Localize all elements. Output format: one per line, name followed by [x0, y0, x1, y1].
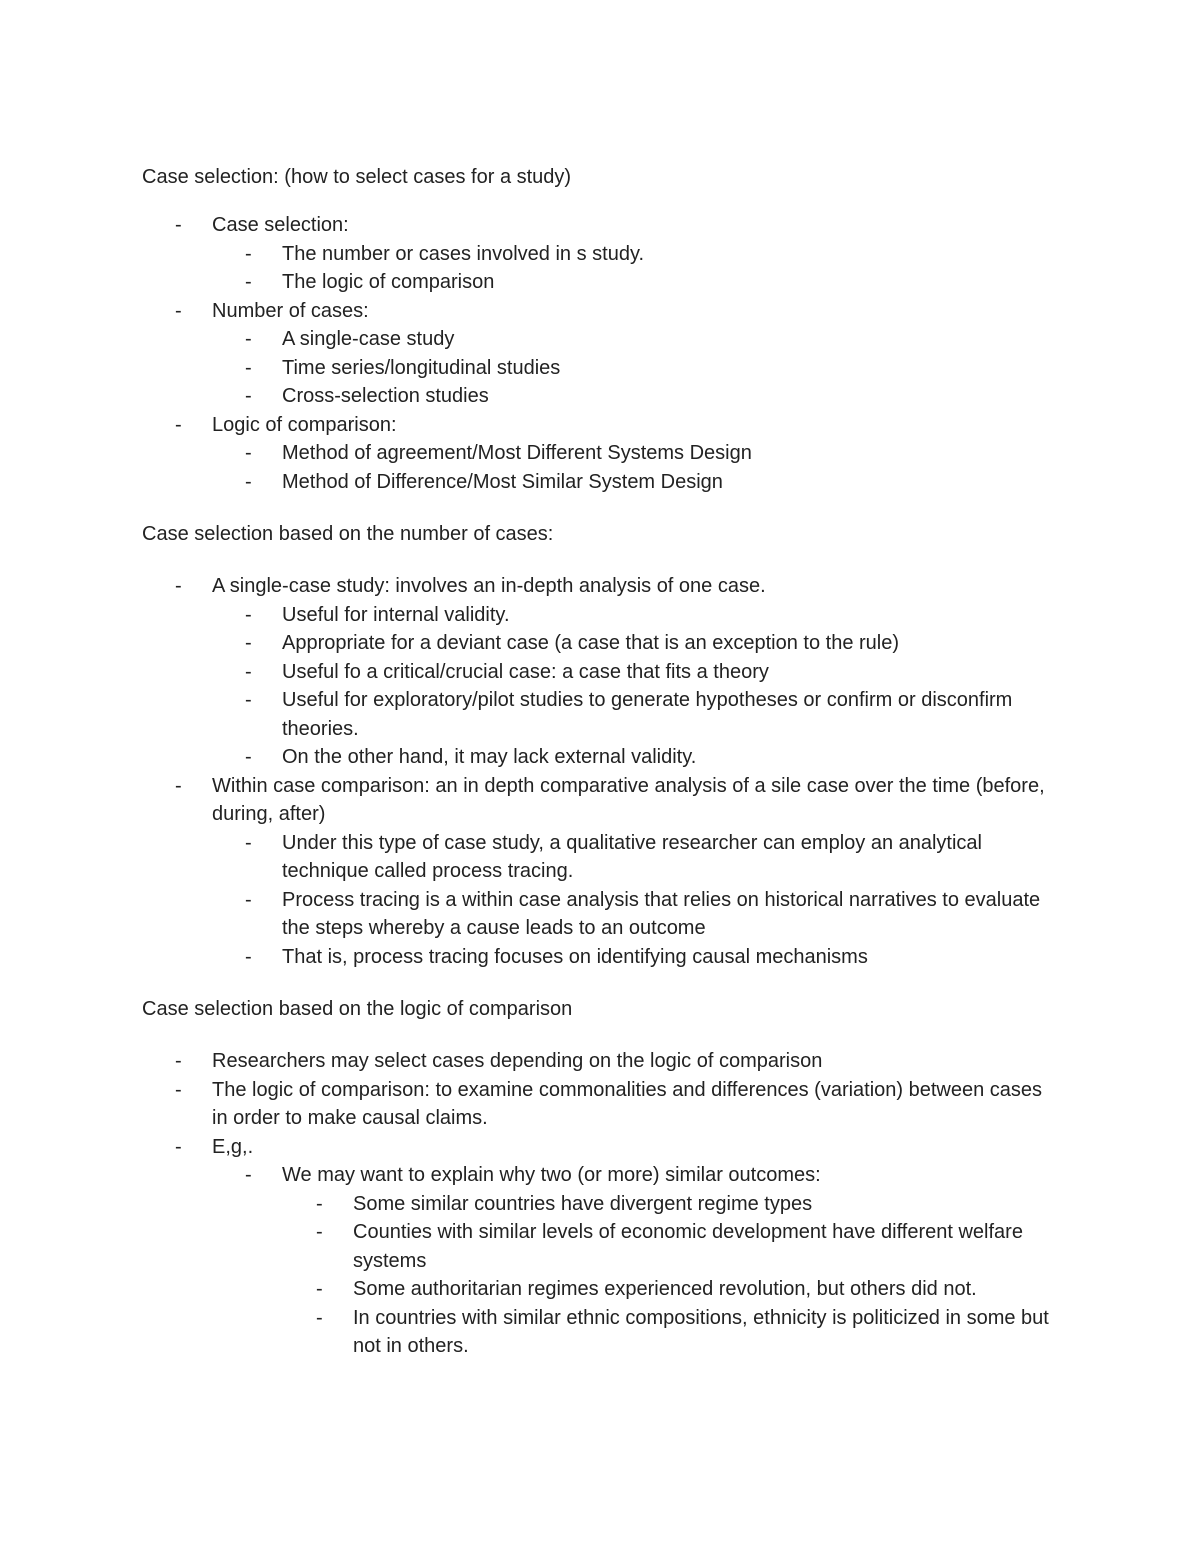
list-item-text: Appropriate for a deviant case (a case that is an exception to the rule) [282, 632, 900, 654]
list-item [142, 1133, 1062, 1162]
dash-bullet: - [175, 575, 182, 597]
bullet-list [142, 1047, 1062, 1361]
list-item-text: Case selection: [212, 214, 349, 236]
list-item-text: Method of Difference/Most Similar System Design [282, 470, 723, 493]
list-item [142, 601, 1062, 630]
dash-bullet: - [245, 632, 252, 654]
dash-bullet: - [175, 299, 182, 322]
dash-bullet: - [245, 660, 252, 683]
dash-bullet: - [245, 242, 252, 265]
list-item [142, 240, 1062, 269]
list-item [142, 468, 1062, 497]
list-item-text: Logic of comparison: [212, 413, 397, 436]
list-item-text: Process tracing is a within case analysis that relies on historical narratives to evaluate the steps whereby a cause leads to an outcome [282, 888, 1041, 939]
section-1 [142, 163, 1062, 496]
list-item [142, 629, 1062, 658]
document-body [142, 163, 1062, 1361]
dash-bullet: - [245, 888, 252, 911]
list-item [142, 829, 1062, 886]
list-item-text: The logic of comparison: to examine commonalities and differences (variation) between cases in order to make causal claims. [212, 1078, 1043, 1129]
list-item-text: The logic of comparison [282, 271, 495, 293]
list-item-text: We may want to explain why two (or more) similar outcomes: [282, 1164, 821, 1186]
dash-bullet: - [245, 470, 252, 493]
list-item [142, 1304, 1062, 1361]
section-heading: Case selection based on the logic of comparison [142, 998, 573, 1020]
dash-bullet: - [175, 1050, 182, 1072]
dash-bullet: - [316, 1221, 323, 1243]
list-item-text: Useful for exploratory/pilot studies to generate hypotheses or confirm or disconfirm theories. [282, 689, 1013, 740]
dash-bullet: - [245, 689, 252, 711]
list-item-text: Method of agreement/Most Different Systems Design [282, 442, 752, 464]
list-item-text: A single-case study: involves an in-depth analysis of one case. [212, 575, 766, 597]
list-item-text: In countries with similar ethnic compositions, ethnicity is politicized in some but not in others. [353, 1306, 1049, 1357]
list-item-text: Useful fo a critical/crucial case: a case that fits a theory [282, 660, 769, 683]
list-item [142, 743, 1062, 772]
list-item-text: Time series/longitudinal studies [282, 356, 561, 379]
list-item-text: Number of cases: [212, 299, 369, 322]
dash-bullet: - [245, 603, 252, 626]
dash-bullet: - [316, 1278, 323, 1300]
list-item [142, 943, 1062, 972]
dash-bullet: - [245, 385, 252, 407]
section-3 [142, 995, 1062, 1361]
list-item-text: Cross-selection studies [282, 385, 489, 407]
dash-bullet: - [316, 1306, 323, 1329]
list-item [142, 268, 1062, 297]
dash-bullet: - [245, 356, 252, 379]
dash-bullet: - [175, 1078, 182, 1101]
list-item-text: Within case comparison: an in depth comparative analysis of a sile case over the time (before, during, after) [212, 774, 1045, 825]
list-item-text: Under this type of case study, a qualitative researcher can employ an analytical technique called process tracing. [282, 831, 982, 882]
list-item [142, 572, 1062, 601]
dash-bullet: - [175, 214, 182, 236]
dash-bullet: - [175, 413, 182, 436]
list-item [142, 297, 1062, 326]
dash-bullet: - [245, 1164, 252, 1186]
dash-bullet: - [245, 831, 252, 854]
section-heading: Case selection based on the number of cases: [142, 523, 554, 545]
list-item-text: Some authoritarian regimes experienced revolution, but others did not. [353, 1278, 977, 1300]
list-item [142, 686, 1062, 743]
bullet-list [142, 211, 1062, 496]
list-item-text: Researchers may select cases depending on the logic of comparison [212, 1050, 823, 1072]
list-item-text: On the other hand, it may lack external validity. [282, 746, 697, 768]
list-item [142, 658, 1062, 687]
section-2 [142, 520, 1062, 971]
list-item-text: E,g,. [212, 1135, 254, 1158]
list-item-text: The number or cases involved in s study. [282, 242, 645, 265]
list-item [142, 1161, 1062, 1190]
list-item [142, 382, 1062, 411]
list-item [142, 411, 1062, 440]
dash-bullet: - [245, 945, 252, 968]
list-item [142, 1218, 1062, 1275]
list-item-text: That is, process tracing focuses on identifying causal mechanisms [282, 945, 868, 968]
list-item [142, 325, 1062, 354]
list-item [142, 886, 1062, 943]
list-item [142, 211, 1062, 240]
list-item [142, 1275, 1062, 1304]
dash-bullet: - [175, 774, 182, 797]
section-heading: Case selection: (how to select cases for a study) [142, 166, 572, 188]
list-item [142, 772, 1062, 829]
list-item-text: Useful for internal validity. [282, 603, 510, 626]
list-item-text: A single-case study [282, 328, 455, 350]
list-item-text: Some similar countries have divergent regime types [353, 1192, 813, 1215]
dash-bullet: - [316, 1192, 323, 1215]
list-item [142, 354, 1062, 383]
dash-bullet: - [245, 442, 252, 464]
dash-bullet: - [245, 328, 252, 350]
list-item-text: Counties with similar levels of economic development have different welfare systems [353, 1221, 1023, 1272]
list-item [142, 439, 1062, 468]
bullet-list [142, 572, 1062, 971]
dash-bullet: - [245, 746, 252, 768]
list-item [142, 1190, 1062, 1219]
list-item [142, 1047, 1062, 1076]
list-item [142, 1076, 1062, 1133]
dash-bullet: - [175, 1135, 182, 1158]
dash-bullet: - [245, 271, 252, 293]
